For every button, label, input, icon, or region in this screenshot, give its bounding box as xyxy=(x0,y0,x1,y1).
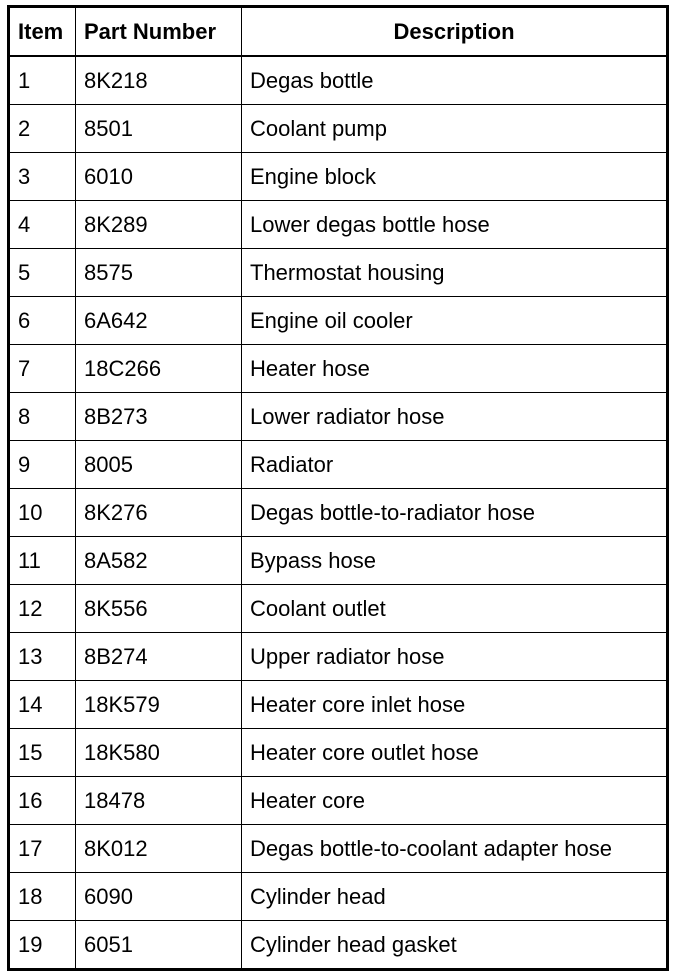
cell-item: 16 xyxy=(9,777,76,825)
cell-description: Coolant outlet xyxy=(242,585,668,633)
cell-part-number: 18C266 xyxy=(76,345,242,393)
cell-description: Engine block xyxy=(242,153,668,201)
table-row xyxy=(9,249,668,297)
cell-item: 12 xyxy=(9,585,76,633)
cell-part-number: 6A642 xyxy=(76,297,242,345)
cell-description: Degas bottle-to-radiator hose xyxy=(242,489,668,537)
cell-part-number: 6051 xyxy=(76,921,242,970)
cell-item: 10 xyxy=(9,489,76,537)
cell-description: Heater core inlet hose xyxy=(242,681,668,729)
table-header xyxy=(9,7,668,57)
cell-part-number: 18K579 xyxy=(76,681,242,729)
cell-description: Engine oil cooler xyxy=(242,297,668,345)
cell-item: 17 xyxy=(9,825,76,873)
table-row xyxy=(9,777,668,825)
cell-item: 6 xyxy=(9,297,76,345)
table-row xyxy=(9,681,668,729)
cell-item: 9 xyxy=(9,441,76,489)
cell-item: 2 xyxy=(9,105,76,153)
cell-item: 11 xyxy=(9,537,76,585)
cell-item: 1 xyxy=(9,56,76,105)
table-row xyxy=(9,153,668,201)
table-row xyxy=(9,105,668,153)
cell-item: 4 xyxy=(9,201,76,249)
cell-part-number: 18K580 xyxy=(76,729,242,777)
cell-description: Degas bottle xyxy=(242,56,668,105)
cell-part-number: 6010 xyxy=(76,153,242,201)
cell-part-number: 8K556 xyxy=(76,585,242,633)
cell-part-number: 8K012 xyxy=(76,825,242,873)
cell-description: Heater core xyxy=(242,777,668,825)
cell-item: 8 xyxy=(9,393,76,441)
cell-description: Bypass hose xyxy=(242,537,668,585)
table-row xyxy=(9,825,668,873)
cell-item: 3 xyxy=(9,153,76,201)
cell-description: Upper radiator hose xyxy=(242,633,668,681)
table-row xyxy=(9,489,668,537)
cell-description: Thermostat housing xyxy=(242,249,668,297)
table-row xyxy=(9,537,668,585)
table-row xyxy=(9,441,668,489)
cell-item: 5 xyxy=(9,249,76,297)
table-row xyxy=(9,729,668,777)
parts-table xyxy=(7,5,669,971)
header-item: Item xyxy=(9,7,76,57)
table-body xyxy=(9,56,668,970)
table-row xyxy=(9,921,668,970)
table-row xyxy=(9,585,668,633)
cell-part-number: 8K289 xyxy=(76,201,242,249)
table-row xyxy=(9,633,668,681)
header-row xyxy=(9,7,668,57)
cell-description: Cylinder head gasket xyxy=(242,921,668,970)
cell-part-number: 8005 xyxy=(76,441,242,489)
cell-description: Degas bottle-to-coolant adapter hose xyxy=(242,825,668,873)
cell-part-number: 8501 xyxy=(76,105,242,153)
cell-part-number: 8K276 xyxy=(76,489,242,537)
table-row xyxy=(9,201,668,249)
cell-description: Heater hose xyxy=(242,345,668,393)
cell-description: Coolant pump xyxy=(242,105,668,153)
cell-part-number: 6090 xyxy=(76,873,242,921)
cell-description: Lower radiator hose xyxy=(242,393,668,441)
cell-part-number: 8A582 xyxy=(76,537,242,585)
cell-item: 15 xyxy=(9,729,76,777)
cell-part-number: 8K218 xyxy=(76,56,242,105)
cell-item: 13 xyxy=(9,633,76,681)
cell-item: 18 xyxy=(9,873,76,921)
cell-description: Radiator xyxy=(242,441,668,489)
cell-part-number: 8B274 xyxy=(76,633,242,681)
cell-item: 19 xyxy=(9,921,76,970)
table-row xyxy=(9,873,668,921)
cell-description: Cylinder head xyxy=(242,873,668,921)
cell-item: 14 xyxy=(9,681,76,729)
header-part-number: Part Number xyxy=(76,7,242,57)
cell-item: 7 xyxy=(9,345,76,393)
header-description: Description xyxy=(242,7,668,57)
cell-part-number: 18478 xyxy=(76,777,242,825)
table-row xyxy=(9,297,668,345)
cell-description: Lower degas bottle hose xyxy=(242,201,668,249)
cell-part-number: 8B273 xyxy=(76,393,242,441)
table-row xyxy=(9,345,668,393)
cell-part-number: 8575 xyxy=(76,249,242,297)
cell-description: Heater core outlet hose xyxy=(242,729,668,777)
table-row xyxy=(9,56,668,105)
table-row xyxy=(9,393,668,441)
